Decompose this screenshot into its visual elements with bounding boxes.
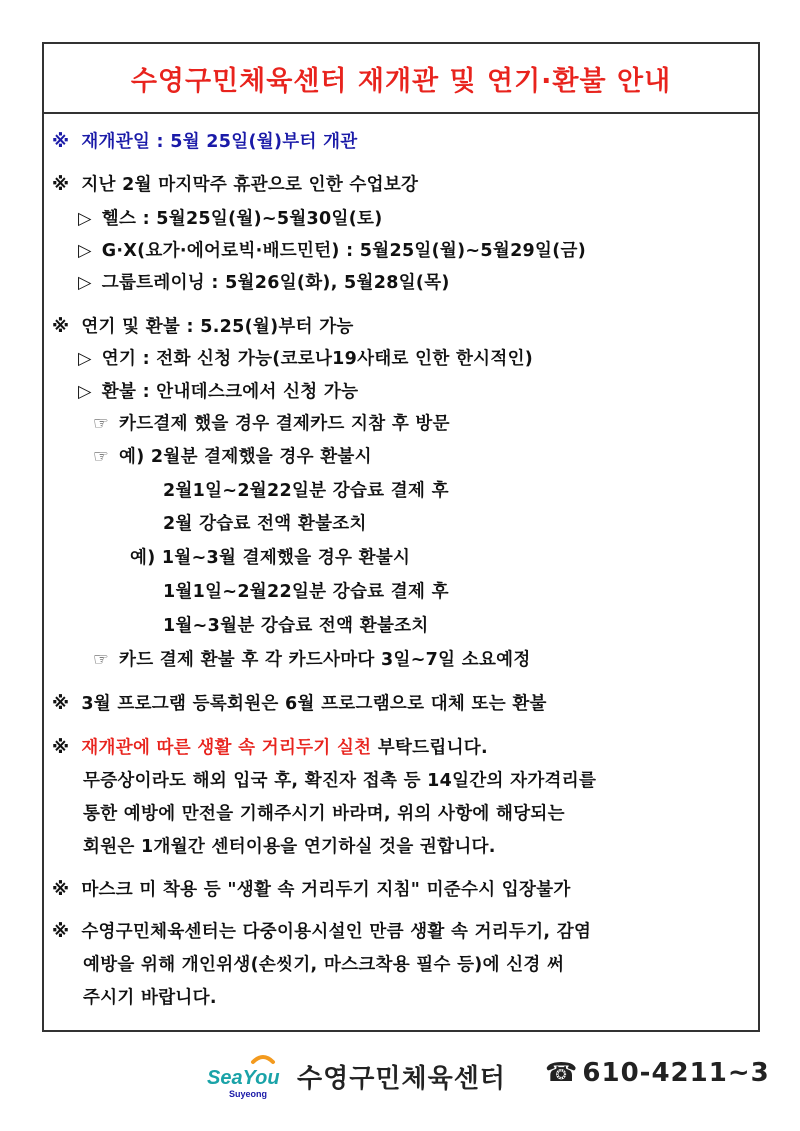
card-refund-note: ☞ 카드 결제 환불 후 각 카드사마다 3일~7일 소요예정	[93, 650, 531, 670]
example-1-line-2: 2월 강습료 전액 환불조치	[163, 514, 367, 534]
makeup-item-gx: ▷ G·X(요가·에어로빅·배드민턴) : 5월25일(월)~5월29일(금)	[78, 241, 587, 261]
postpone-refund-heading: ※ 연기 및 환불 : 5.25(월)부터 가능	[52, 317, 354, 337]
example-2-line-2: 1월~3월분 강습료 전액 환불조치	[163, 616, 429, 636]
phone-number: 610-4211~3	[582, 1058, 770, 1088]
center-name: 수영구민체육센터	[297, 1064, 506, 1094]
triangle-bullet-icon: ▷	[78, 273, 92, 293]
page-title: 수영구민체육센터 재개관 및 연기·환불 안내	[130, 65, 672, 97]
pointing-hand-icon: ☞	[93, 650, 109, 670]
reference-mark: ※	[52, 880, 70, 900]
distancing-notice-line-4: 회원은 1개월간 센터이용을 연기하실 것을 권합니다.	[83, 837, 496, 857]
pointing-hand-icon: ☞	[93, 447, 109, 467]
reference-mark: ※	[52, 175, 70, 195]
distancing-notice-line-3: 통한 예방에 만전을 기해주시기 바라며, 위의 사항에 해당되는	[83, 804, 565, 824]
postpone-item: ▷ 연기 : 전화 신청 가능(코로나19사태로 인한 한시적인)	[78, 349, 534, 369]
reference-mark: ※	[52, 738, 70, 758]
triangle-bullet-icon: ▷	[78, 241, 92, 261]
hygiene-notice-line-3: 주시기 바랍니다.	[83, 988, 217, 1008]
title-box	[44, 44, 758, 114]
triangle-bullet-icon: ▷	[78, 382, 92, 402]
makeup-class-heading: ※ 지난 2월 마지막주 휴관으로 인한 수업보강	[52, 175, 419, 195]
reference-mark: ※	[52, 694, 70, 714]
hygiene-notice-line-2: 예방을 위해 개인위생(손씻기, 마스크착용 필수 등)에 신경 써	[83, 955, 565, 975]
card-payment-note: ☞ 카드결제 했을 경우 결제카드 지참 후 방문	[93, 414, 450, 434]
example-1-title: ☞ 예) 2월분 결제했을 경우 환불시	[93, 447, 372, 467]
reference-mark: ※	[52, 922, 70, 942]
phone-number-line	[545, 1058, 770, 1088]
march-program-note: ※ 3월 프로그램 등록회원은 6월 프로그램으로 대체 또는 환불	[52, 694, 547, 714]
distancing-notice-line-2: 무증상이라도 해외 입국 후, 확진자 접촉 등 14일간의 자가격리를	[83, 771, 597, 791]
reference-mark: ※	[52, 132, 70, 152]
logo-wordmark: SeaYou	[207, 1067, 280, 1089]
distancing-highlight: 재개관에 따른 생활 속 거리두기 실천	[81, 738, 372, 758]
makeup-item-gym: ▷ 헬스 : 5월25일(월)~5월30일(토)	[78, 209, 383, 229]
reopen-date-line	[52, 128, 357, 153]
telephone-icon: ☎	[545, 1058, 579, 1088]
distancing-notice-line-1: ※ 재개관에 따른 생활 속 거리두기 실천 부탁드립니다.	[52, 738, 488, 758]
logo-subtext: Suyeong	[229, 1089, 268, 1099]
hygiene-notice-line-1: ※ 수영구민체육센터는 다중이용시설인 만큼 생활 속 거리두기, 감염	[52, 922, 592, 942]
example-2-title: 예) 1월~3월 결제했을 경우 환불시	[130, 548, 411, 568]
reopen-date-text: 재개관일 : 5월 25일(월)부터 개관	[81, 132, 358, 152]
mask-notice: ※ 마스크 미 착용 등 "생활 속 거리두기 지침" 미준수시 입장불가	[52, 880, 571, 900]
example-2-line-1: 1월1일~2월22일분 강습료 결제 후	[163, 582, 449, 602]
pointing-hand-icon: ☞	[93, 414, 109, 434]
refund-item: ▷ 환불 : 안내데스크에서 신청 가능	[78, 382, 359, 402]
triangle-bullet-icon: ▷	[78, 209, 92, 229]
footer	[205, 1048, 775, 1108]
example-1-line-1: 2월1일~2월22일분 강습료 결제 후	[163, 481, 449, 501]
triangle-bullet-icon: ▷	[78, 349, 92, 369]
seayou-logo	[205, 1054, 291, 1100]
reference-mark: ※	[52, 317, 70, 337]
makeup-item-group-training: ▷ 그룹트레이닝 : 5월26일(화), 5월28일(목)	[78, 273, 450, 293]
